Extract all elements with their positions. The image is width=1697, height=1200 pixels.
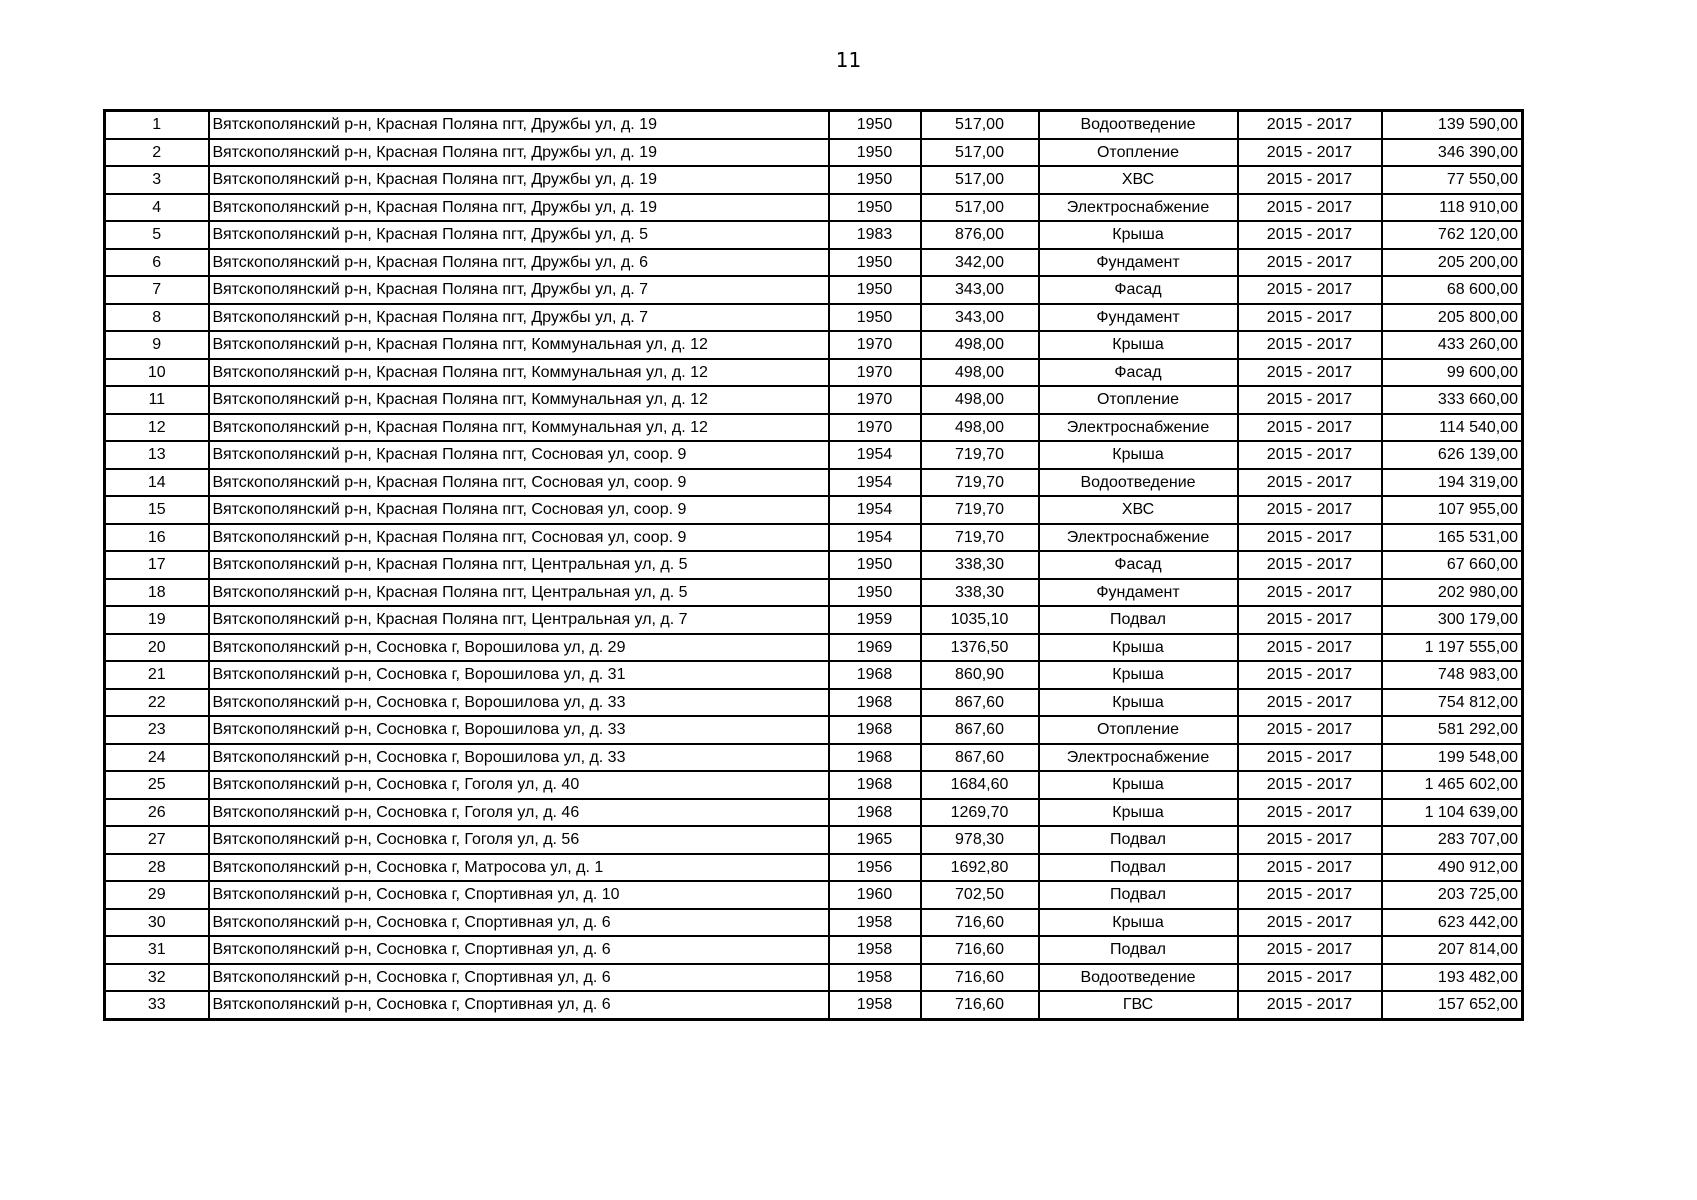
area-cell: 498,00 xyxy=(921,414,1039,442)
area-cell: 498,00 xyxy=(921,331,1039,359)
row-number-cell: 25 xyxy=(105,771,209,799)
period-cell: 2015 - 2017 xyxy=(1238,826,1382,854)
address-cell: Вятскополянский р-н, Сосновка г, Спортивная ул, д. 6 xyxy=(209,936,829,964)
row-number-cell: 5 xyxy=(105,221,209,249)
work-type-cell: Электроснабжение xyxy=(1039,414,1238,442)
table-row xyxy=(105,524,1523,552)
build-year-cell: 1956 xyxy=(829,854,921,882)
period-cell: 2015 - 2017 xyxy=(1238,744,1382,772)
row-number-cell: 17 xyxy=(105,551,209,579)
table-row xyxy=(105,111,1523,139)
work-type-cell: Подвал xyxy=(1039,936,1238,964)
build-year-cell: 1958 xyxy=(829,909,921,937)
area-cell: 517,00 xyxy=(921,139,1039,167)
build-year-cell: 1968 xyxy=(829,689,921,717)
cost-cell: 114 540,00 xyxy=(1382,414,1523,442)
row-number-cell: 1 xyxy=(105,111,209,139)
table-row xyxy=(105,854,1523,882)
row-number-cell: 16 xyxy=(105,524,209,552)
work-type-cell: ГВС xyxy=(1039,991,1238,1019)
cost-cell: 283 707,00 xyxy=(1382,826,1523,854)
area-cell: 517,00 xyxy=(921,111,1039,139)
area-cell: 719,70 xyxy=(921,469,1039,497)
build-year-cell: 1954 xyxy=(829,524,921,552)
table-row xyxy=(105,909,1523,937)
build-year-cell: 1970 xyxy=(829,414,921,442)
row-number-cell: 22 xyxy=(105,689,209,717)
build-year-cell: 1970 xyxy=(829,359,921,387)
area-cell: 343,00 xyxy=(921,304,1039,332)
build-year-cell: 1954 xyxy=(829,469,921,497)
address-cell: Вятскополянский р-н, Красная Поляна пгт, Коммунальная ул, д. 12 xyxy=(209,331,829,359)
cost-cell: 433 260,00 xyxy=(1382,331,1523,359)
row-number-cell: 30 xyxy=(105,909,209,937)
area-cell: 978,30 xyxy=(921,826,1039,854)
work-type-cell: ХВС xyxy=(1039,166,1238,194)
table-row xyxy=(105,469,1523,497)
period-cell: 2015 - 2017 xyxy=(1238,304,1382,332)
row-number-cell: 12 xyxy=(105,414,209,442)
period-cell: 2015 - 2017 xyxy=(1238,194,1382,222)
address-cell: Вятскополянский р-н, Красная Поляна пгт, Дружбы ул, д. 7 xyxy=(209,276,829,304)
table-row xyxy=(105,771,1523,799)
table-row xyxy=(105,166,1523,194)
build-year-cell: 1950 xyxy=(829,111,921,139)
build-year-cell: 1960 xyxy=(829,881,921,909)
build-year-cell: 1970 xyxy=(829,386,921,414)
row-number-cell: 33 xyxy=(105,991,209,1019)
cost-cell: 203 725,00 xyxy=(1382,881,1523,909)
cost-cell: 623 442,00 xyxy=(1382,909,1523,937)
work-type-cell: Водоотведение xyxy=(1039,111,1238,139)
table-row xyxy=(105,634,1523,662)
address-cell: Вятскополянский р-н, Красная Поляна пгт, Дружбы ул, д. 7 xyxy=(209,304,829,332)
work-type-cell: Отопление xyxy=(1039,139,1238,167)
page-number: 11 xyxy=(835,48,862,72)
build-year-cell: 1968 xyxy=(829,716,921,744)
period-cell: 2015 - 2017 xyxy=(1238,249,1382,277)
address-cell: Вятскополянский р-н, Сосновка г, Ворошилова ул, д. 29 xyxy=(209,634,829,662)
period-cell: 2015 - 2017 xyxy=(1238,689,1382,717)
row-number-cell: 32 xyxy=(105,964,209,992)
cost-cell: 1 465 602,00 xyxy=(1382,771,1523,799)
area-cell: 1692,80 xyxy=(921,854,1039,882)
cost-cell: 346 390,00 xyxy=(1382,139,1523,167)
table-row xyxy=(105,441,1523,469)
cost-cell: 300 179,00 xyxy=(1382,606,1523,634)
period-cell: 2015 - 2017 xyxy=(1238,936,1382,964)
cost-cell: 157 652,00 xyxy=(1382,991,1523,1019)
row-number-cell: 27 xyxy=(105,826,209,854)
row-number-cell: 19 xyxy=(105,606,209,634)
table-row xyxy=(105,331,1523,359)
cost-cell: 333 660,00 xyxy=(1382,386,1523,414)
address-cell: Вятскополянский р-н, Красная Поляна пгт, Дружбы ул, д. 5 xyxy=(209,221,829,249)
area-cell: 343,00 xyxy=(921,276,1039,304)
work-type-cell: Крыша xyxy=(1039,909,1238,937)
cost-cell: 194 319,00 xyxy=(1382,469,1523,497)
period-cell: 2015 - 2017 xyxy=(1238,469,1382,497)
work-type-cell: Фасад xyxy=(1039,359,1238,387)
table-row xyxy=(105,606,1523,634)
area-cell: 1035,10 xyxy=(921,606,1039,634)
area-cell: 517,00 xyxy=(921,166,1039,194)
area-cell: 338,30 xyxy=(921,551,1039,579)
area-cell: 716,60 xyxy=(921,991,1039,1019)
build-year-cell: 1950 xyxy=(829,276,921,304)
area-cell: 702,50 xyxy=(921,881,1039,909)
work-type-cell: Отопление xyxy=(1039,716,1238,744)
work-type-cell: Фундамент xyxy=(1039,579,1238,607)
area-cell: 867,60 xyxy=(921,689,1039,717)
row-number-cell: 8 xyxy=(105,304,209,332)
cost-cell: 762 120,00 xyxy=(1382,221,1523,249)
cost-cell: 68 600,00 xyxy=(1382,276,1523,304)
period-cell: 2015 - 2017 xyxy=(1238,854,1382,882)
build-year-cell: 1954 xyxy=(829,496,921,524)
cost-cell: 165 531,00 xyxy=(1382,524,1523,552)
address-cell: Вятскополянский р-н, Сосновка г, Матросова ул, д. 1 xyxy=(209,854,829,882)
area-cell: 719,70 xyxy=(921,524,1039,552)
row-number-cell: 26 xyxy=(105,799,209,827)
period-cell: 2015 - 2017 xyxy=(1238,551,1382,579)
period-cell: 2015 - 2017 xyxy=(1238,716,1382,744)
table-row xyxy=(105,991,1523,1019)
address-cell: Вятскополянский р-н, Красная Поляна пгт, Центральная ул, д. 5 xyxy=(209,551,829,579)
work-type-cell: Крыша xyxy=(1039,799,1238,827)
work-type-cell: Фундамент xyxy=(1039,249,1238,277)
table-row xyxy=(105,249,1523,277)
area-cell: 338,30 xyxy=(921,579,1039,607)
area-cell: 860,90 xyxy=(921,661,1039,689)
build-year-cell: 1950 xyxy=(829,139,921,167)
row-number-cell: 21 xyxy=(105,661,209,689)
cost-cell: 199 548,00 xyxy=(1382,744,1523,772)
cost-cell: 205 800,00 xyxy=(1382,304,1523,332)
area-cell: 1376,50 xyxy=(921,634,1039,662)
table-row xyxy=(105,716,1523,744)
cost-cell: 118 910,00 xyxy=(1382,194,1523,222)
work-type-cell: Подвал xyxy=(1039,881,1238,909)
table-row xyxy=(105,579,1523,607)
period-cell: 2015 - 2017 xyxy=(1238,634,1382,662)
build-year-cell: 1950 xyxy=(829,304,921,332)
address-cell: Вятскополянский р-н, Красная Поляна пгт, Сосновая ул, соор. 9 xyxy=(209,524,829,552)
table-row xyxy=(105,276,1523,304)
cost-cell: 1 197 555,00 xyxy=(1382,634,1523,662)
cost-cell: 581 292,00 xyxy=(1382,716,1523,744)
period-cell: 2015 - 2017 xyxy=(1238,579,1382,607)
work-type-cell: Электроснабжение xyxy=(1039,194,1238,222)
work-type-cell: ХВС xyxy=(1039,496,1238,524)
work-type-cell: Крыша xyxy=(1039,771,1238,799)
work-type-cell: Водоотведение xyxy=(1039,964,1238,992)
address-cell: Вятскополянский р-н, Красная Поляна пгт, Дружбы ул, д. 19 xyxy=(209,166,829,194)
table-row xyxy=(105,936,1523,964)
row-number-cell: 7 xyxy=(105,276,209,304)
table-row xyxy=(105,881,1523,909)
address-cell: Вятскополянский р-н, Красная Поляна пгт, Дружбы ул, д. 19 xyxy=(209,111,829,139)
period-cell: 2015 - 2017 xyxy=(1238,496,1382,524)
build-year-cell: 1950 xyxy=(829,194,921,222)
row-number-cell: 31 xyxy=(105,936,209,964)
build-year-cell: 1958 xyxy=(829,991,921,1019)
address-cell: Вятскополянский р-н, Красная Поляна пгт, Сосновая ул, соор. 9 xyxy=(209,441,829,469)
period-cell: 2015 - 2017 xyxy=(1238,661,1382,689)
row-number-cell: 14 xyxy=(105,469,209,497)
cost-cell: 67 660,00 xyxy=(1382,551,1523,579)
cost-cell: 99 600,00 xyxy=(1382,359,1523,387)
address-cell: Вятскополянский р-н, Красная Поляна пгт, Дружбы ул, д. 19 xyxy=(209,139,829,167)
table-row xyxy=(105,414,1523,442)
table-row xyxy=(105,496,1523,524)
table-row xyxy=(105,799,1523,827)
address-cell: Вятскополянский р-н, Красная Поляна пгт, Центральная ул, д. 5 xyxy=(209,579,829,607)
address-cell: Вятскополянский р-н, Сосновка г, Спортивная ул, д. 6 xyxy=(209,909,829,937)
period-cell: 2015 - 2017 xyxy=(1238,414,1382,442)
period-cell: 2015 - 2017 xyxy=(1238,359,1382,387)
table-row xyxy=(105,139,1523,167)
address-cell: Вятскополянский р-н, Сосновка г, Спортивная ул, д. 10 xyxy=(209,881,829,909)
row-number-cell: 24 xyxy=(105,744,209,772)
row-number-cell: 4 xyxy=(105,194,209,222)
work-type-cell: Фасад xyxy=(1039,276,1238,304)
table-row xyxy=(105,551,1523,579)
period-cell: 2015 - 2017 xyxy=(1238,524,1382,552)
area-cell: 719,70 xyxy=(921,441,1039,469)
area-cell: 867,60 xyxy=(921,744,1039,772)
address-cell: Вятскополянский р-н, Сосновка г, Гоголя ул, д. 46 xyxy=(209,799,829,827)
address-cell: Вятскополянский р-н, Сосновка г, Ворошилова ул, д. 33 xyxy=(209,689,829,717)
row-number-cell: 23 xyxy=(105,716,209,744)
work-type-cell: Электроснабжение xyxy=(1039,744,1238,772)
work-type-cell: Крыша xyxy=(1039,661,1238,689)
address-cell: Вятскополянский р-н, Красная Поляна пгт, Коммунальная ул, д. 12 xyxy=(209,359,829,387)
work-type-cell: Фасад xyxy=(1039,551,1238,579)
period-cell: 2015 - 2017 xyxy=(1238,331,1382,359)
address-cell: Вятскополянский р-н, Сосновка г, Спортивная ул, д. 6 xyxy=(209,991,829,1019)
cost-cell: 193 482,00 xyxy=(1382,964,1523,992)
build-year-cell: 1968 xyxy=(829,744,921,772)
row-number-cell: 3 xyxy=(105,166,209,194)
period-cell: 2015 - 2017 xyxy=(1238,964,1382,992)
area-cell: 498,00 xyxy=(921,359,1039,387)
address-cell: Вятскополянский р-н, Сосновка г, Ворошилова ул, д. 33 xyxy=(209,716,829,744)
build-year-cell: 1950 xyxy=(829,579,921,607)
address-cell: Вятскополянский р-н, Красная Поляна пгт, Сосновая ул, соор. 9 xyxy=(209,496,829,524)
row-number-cell: 2 xyxy=(105,139,209,167)
work-type-cell: Подвал xyxy=(1039,854,1238,882)
address-cell: Вятскополянский р-н, Красная Поляна пгт, Коммунальная ул, д. 12 xyxy=(209,414,829,442)
work-type-cell: Крыша xyxy=(1039,221,1238,249)
table-row xyxy=(105,964,1523,992)
address-cell: Вятскополянский р-н, Красная Поляна пгт, Сосновая ул, соор. 9 xyxy=(209,469,829,497)
period-cell: 2015 - 2017 xyxy=(1238,441,1382,469)
row-number-cell: 20 xyxy=(105,634,209,662)
cost-cell: 754 812,00 xyxy=(1382,689,1523,717)
build-year-cell: 1968 xyxy=(829,771,921,799)
cost-cell: 490 912,00 xyxy=(1382,854,1523,882)
table-row xyxy=(105,744,1523,772)
address-cell: Вятскополянский р-н, Красная Поляна пгт, Коммунальная ул, д. 12 xyxy=(209,386,829,414)
address-cell: Вятскополянский р-н, Сосновка г, Спортивная ул, д. 6 xyxy=(209,964,829,992)
table-row xyxy=(105,194,1523,222)
period-cell: 2015 - 2017 xyxy=(1238,909,1382,937)
build-year-cell: 1958 xyxy=(829,964,921,992)
period-cell: 2015 - 2017 xyxy=(1238,221,1382,249)
address-cell: Вятскополянский р-н, Красная Поляна пгт, Дружбы ул, д. 19 xyxy=(209,194,829,222)
address-cell: Вятскополянский р-н, Красная Поляна пгт, Центральная ул, д. 7 xyxy=(209,606,829,634)
period-cell: 2015 - 2017 xyxy=(1238,139,1382,167)
period-cell: 2015 - 2017 xyxy=(1238,991,1382,1019)
build-year-cell: 1950 xyxy=(829,166,921,194)
area-cell: 1269,70 xyxy=(921,799,1039,827)
table-row xyxy=(105,359,1523,387)
table-row xyxy=(105,689,1523,717)
area-cell: 1684,60 xyxy=(921,771,1039,799)
work-type-cell: Отопление xyxy=(1039,386,1238,414)
work-type-cell: Крыша xyxy=(1039,634,1238,662)
build-year-cell: 1965 xyxy=(829,826,921,854)
area-cell: 716,60 xyxy=(921,936,1039,964)
build-year-cell: 1970 xyxy=(829,331,921,359)
area-cell: 342,00 xyxy=(921,249,1039,277)
address-cell: Вятскополянский р-н, Сосновка г, Ворошилова ул, д. 31 xyxy=(209,661,829,689)
cost-cell: 626 139,00 xyxy=(1382,441,1523,469)
address-cell: Вятскополянский р-н, Сосновка г, Ворошилова ул, д. 33 xyxy=(209,744,829,772)
work-type-cell: Крыша xyxy=(1039,441,1238,469)
build-year-cell: 1968 xyxy=(829,799,921,827)
repair-registry-table xyxy=(103,109,1524,1021)
area-cell: 517,00 xyxy=(921,194,1039,222)
period-cell: 2015 - 2017 xyxy=(1238,276,1382,304)
address-cell: Вятскополянский р-н, Сосновка г, Гоголя ул, д. 40 xyxy=(209,771,829,799)
address-cell: Вятскополянский р-н, Красная Поляна пгт, Дружбы ул, д. 6 xyxy=(209,249,829,277)
period-cell: 2015 - 2017 xyxy=(1238,799,1382,827)
cost-cell: 202 980,00 xyxy=(1382,579,1523,607)
table-row xyxy=(105,221,1523,249)
cost-cell: 77 550,00 xyxy=(1382,166,1523,194)
work-type-cell: Электроснабжение xyxy=(1039,524,1238,552)
row-number-cell: 11 xyxy=(105,386,209,414)
period-cell: 2015 - 2017 xyxy=(1238,166,1382,194)
row-number-cell: 18 xyxy=(105,579,209,607)
period-cell: 2015 - 2017 xyxy=(1238,771,1382,799)
work-type-cell: Крыша xyxy=(1039,689,1238,717)
row-number-cell: 6 xyxy=(105,249,209,277)
period-cell: 2015 - 2017 xyxy=(1238,111,1382,139)
cost-cell: 205 200,00 xyxy=(1382,249,1523,277)
address-cell: Вятскополянский р-н, Сосновка г, Гоголя ул, д. 56 xyxy=(209,826,829,854)
cost-cell: 139 590,00 xyxy=(1382,111,1523,139)
area-cell: 498,00 xyxy=(921,386,1039,414)
row-number-cell: 13 xyxy=(105,441,209,469)
period-cell: 2015 - 2017 xyxy=(1238,386,1382,414)
area-cell: 719,70 xyxy=(921,496,1039,524)
cost-cell: 107 955,00 xyxy=(1382,496,1523,524)
table-row xyxy=(105,826,1523,854)
table-row xyxy=(105,661,1523,689)
table-row xyxy=(105,304,1523,332)
cost-cell: 1 104 639,00 xyxy=(1382,799,1523,827)
build-year-cell: 1954 xyxy=(829,441,921,469)
area-cell: 867,60 xyxy=(921,716,1039,744)
build-year-cell: 1950 xyxy=(829,249,921,277)
area-cell: 876,00 xyxy=(921,221,1039,249)
cost-cell: 207 814,00 xyxy=(1382,936,1523,964)
build-year-cell: 1959 xyxy=(829,606,921,634)
row-number-cell: 28 xyxy=(105,854,209,882)
row-number-cell: 15 xyxy=(105,496,209,524)
row-number-cell: 29 xyxy=(105,881,209,909)
build-year-cell: 1968 xyxy=(829,661,921,689)
table-body xyxy=(105,111,1523,1020)
table-row xyxy=(105,386,1523,414)
period-cell: 2015 - 2017 xyxy=(1238,606,1382,634)
cost-cell: 748 983,00 xyxy=(1382,661,1523,689)
work-type-cell: Крыша xyxy=(1039,331,1238,359)
build-year-cell: 1958 xyxy=(829,936,921,964)
row-number-cell: 10 xyxy=(105,359,209,387)
build-year-cell: 1969 xyxy=(829,634,921,662)
work-type-cell: Водоотведение xyxy=(1039,469,1238,497)
work-type-cell: Подвал xyxy=(1039,606,1238,634)
work-type-cell: Фундамент xyxy=(1039,304,1238,332)
build-year-cell: 1950 xyxy=(829,551,921,579)
area-cell: 716,60 xyxy=(921,964,1039,992)
build-year-cell: 1983 xyxy=(829,221,921,249)
period-cell: 2015 - 2017 xyxy=(1238,881,1382,909)
work-type-cell: Подвал xyxy=(1039,826,1238,854)
row-number-cell: 9 xyxy=(105,331,209,359)
area-cell: 716,60 xyxy=(921,909,1039,937)
